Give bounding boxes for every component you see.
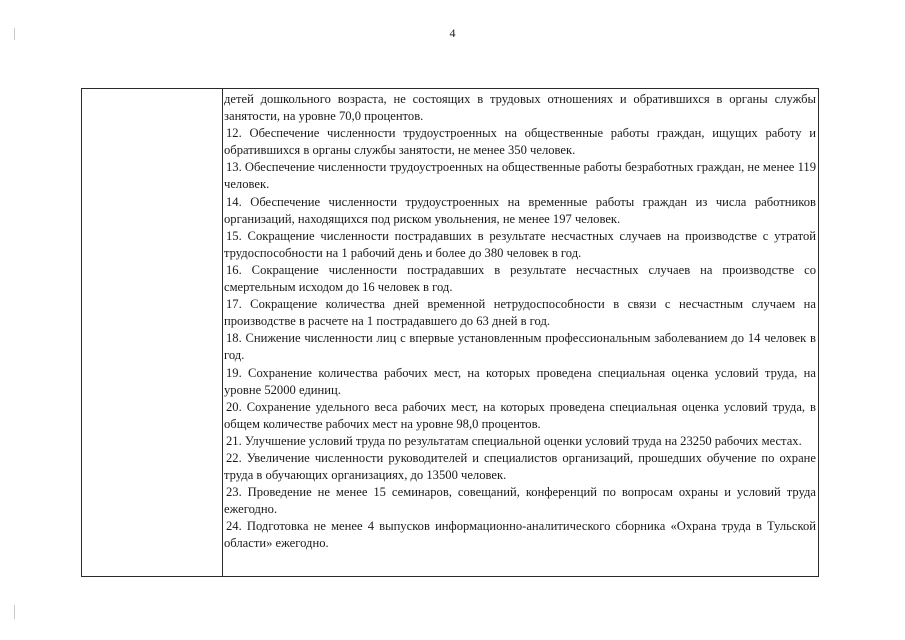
table-left-cell bbox=[82, 89, 223, 576]
page-number: 4 bbox=[449, 26, 456, 40]
list-item: 23. Проведение не менее 15 семинаров, совещаний, конференций по вопросам охраны и условий труда ежегодно. bbox=[224, 485, 816, 517]
list-item: 20. Сохранение удельного веса рабочих мест, на которых проведена специальная оценка условий труда, в общем количестве рабочих мест на уровне 98,0 процентов. bbox=[224, 399, 816, 431]
list-item: 24. Подготовка не менее 4 выпусков информационно-аналитического сборника «Охрана труда в Тульской области» ежегодно. bbox=[224, 519, 816, 551]
list-item: 13. Обеспечение численности трудоустроенных на общественные работы безработных граждан, не менее 119 человек. bbox=[224, 160, 816, 192]
list-item: 19. Сохранение количества рабочих мест, на которых проведена специальная оценка условий труда, на уровне 52000 единиц. bbox=[224, 365, 816, 397]
list-item: 22. Увеличение численности руководителей и специалистов организаций, прошедших обучение по охране труда в обучающих организациях, до 13500 человек. bbox=[224, 450, 816, 483]
list-item: 15. Сокращение численности пострадавших в результате несчастных случаев на производстве с утратой трудоспособности на 1 рабочий день и более до 380 человек в год. bbox=[224, 228, 816, 260]
table-right-cell bbox=[224, 91, 816, 553]
document-table bbox=[81, 88, 819, 577]
list-item: 16. Сокращение численности пострадавших в результате несчастных случаев на производстве со смертельным исходом до 16 человек в год. bbox=[224, 262, 816, 295]
list-item: детей дошкольного возраста, не состоящих в трудовых отношениях и обратившихся в органы службы занятости, на уровне 70,0 процентов. bbox=[224, 92, 816, 124]
list-item: 17. Сокращение количества дней временной нетрудоспособности в связи с несчастным случаем на производстве в расчете на 1 пострадавшего до 63 дней в год. bbox=[224, 297, 816, 329]
list-item: 12. Обеспечение численности трудоустроенных на общественные работы граждан, ищущих работу и обратившихся в органы службы занятости, не менее 350 человек. bbox=[224, 126, 816, 158]
list-item: 18. Снижение численности лиц с впервые установленным профессиональным заболеванием до 14 человек в год. bbox=[224, 331, 816, 363]
list-item: 21. Улучшение условий труда по результатам специальной оценки условий труда на 23250 рабочих местах. bbox=[226, 433, 802, 448]
scan-artifact bbox=[14, 605, 15, 619]
list-item: 14. Обеспечение численности трудоустроенных на временные работы граждан из числа работников организаций, находящихся под риском увольнения, не менее 197 человек. bbox=[224, 194, 816, 226]
scan-artifact bbox=[14, 28, 15, 40]
